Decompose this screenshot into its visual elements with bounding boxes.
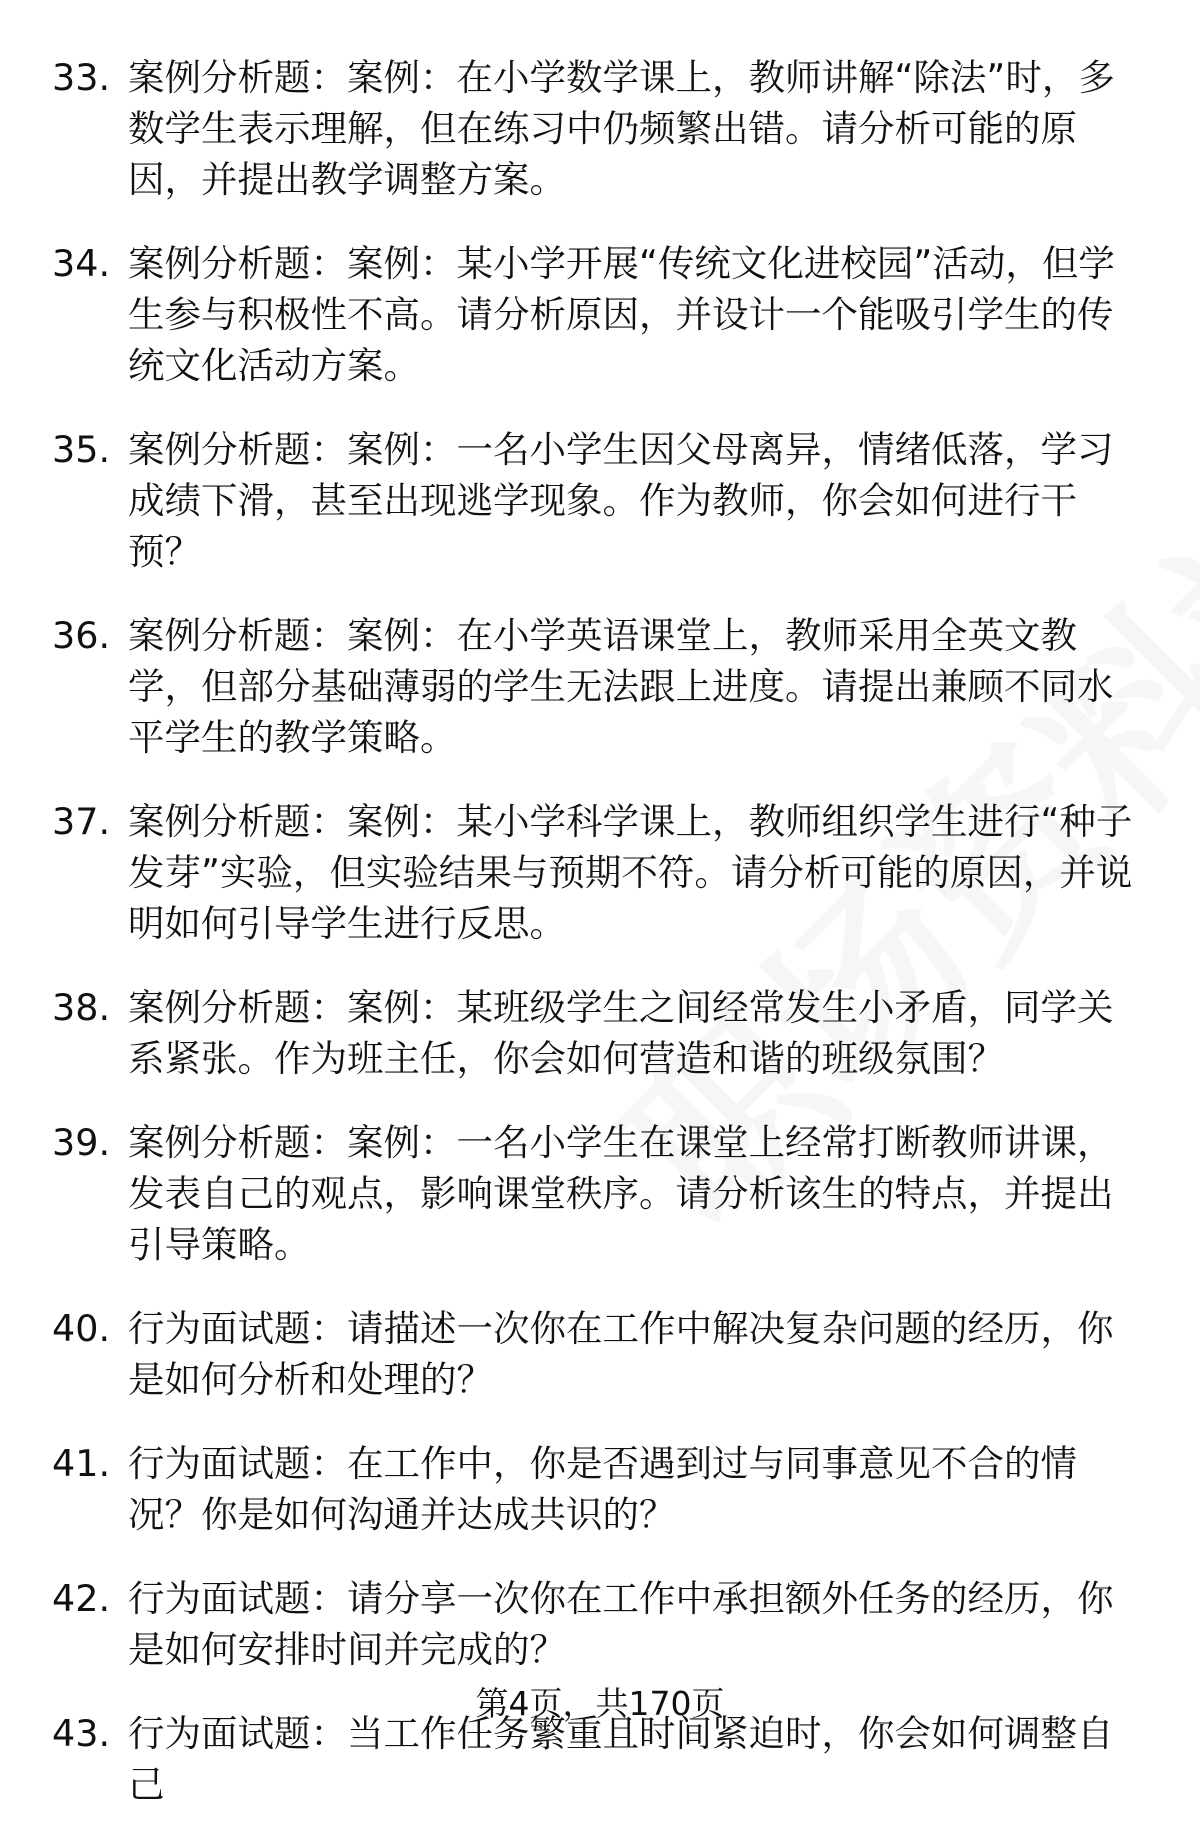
question-item: [0, 1117, 1200, 1270]
question-item: [0, 238, 1200, 391]
question-number: 34.: [52, 242, 111, 285]
question-list: [0, 52, 1200, 1843]
question-text: 案例分析题：案例：在小学英语课堂上，教师采用全英文教学，但部分基础薄弱的学生无法跟上进度。请提出兼顾不同水平学生的教学策略。: [128, 614, 1114, 759]
question-text: 行为面试题：在工作中，你是否遇到过与同事意见不合的情况？你是如何沟通并达成共识的？: [128, 1442, 1077, 1536]
question-number: 35.: [52, 428, 111, 471]
question-item: [0, 52, 1200, 205]
question-number: 40.: [52, 1307, 111, 1350]
question-item: [0, 982, 1200, 1084]
question-text: 案例分析题：案例：某小学开展“传统文化进校园”活动，但学生参与积极性不高。请分析原因，并设计一个能吸引学生的传统文化活动方案。: [128, 242, 1115, 387]
question-number: 41.: [52, 1442, 111, 1485]
question-item: [0, 1438, 1200, 1540]
question-item: [0, 1303, 1200, 1405]
question-text: 行为面试题：请描述一次你在工作中解决复杂问题的经历，你是如何分析和处理的？: [128, 1307, 1114, 1401]
question-number: 38.: [52, 986, 111, 1029]
question-item: [0, 796, 1200, 949]
question-text: 案例分析题：案例：一名小学生因父母离异，情绪低落，学习成绩下滑，甚至出现逃学现象。作为教师，你会如何进行干预？: [128, 428, 1114, 573]
question-text: 行为面试题：当工作任务繁重且时间紧迫时，你会如何调整自己: [128, 1712, 1114, 1806]
question-item: [0, 424, 1200, 577]
question-text: 案例分析题：案例：一名小学生在课堂上经常打断教师讲课，发表自己的观点，影响课堂秩序。请分析该生的特点，并提出引导策略。: [128, 1121, 1114, 1266]
question-item: [0, 1573, 1200, 1675]
question-item: [0, 610, 1200, 763]
question-number: 39.: [52, 1121, 111, 1164]
question-number: 33.: [52, 56, 111, 99]
question-number: 43.: [52, 1712, 111, 1755]
question-text: 案例分析题：案例：在小学数学课上，教师讲解“除法”时，多数学生表示理解，但在练习中仍频繁出错。请分析可能的原因，并提出教学调整方案。: [128, 56, 1115, 201]
question-text: 案例分析题：案例：某小学科学课上，教师组织学生进行“种子发芽”实验，但实验结果与预期不符。请分析可能的原因，并说明如何引导学生进行反思。: [128, 800, 1133, 945]
question-number: 36.: [52, 614, 111, 657]
question-text: 行为面试题：请分享一次你在工作中承担额外任务的经历，你是如何安排时间并完成的？: [128, 1577, 1114, 1671]
question-text: 案例分析题：案例：某班级学生之间经常发生小矛盾，同学关系紧张。作为班主任，你会如何营造和谐的班级氛围？: [128, 986, 1114, 1080]
question-number: 37.: [52, 800, 111, 843]
page-footer: 第4页，共170页: [475, 1684, 725, 1723]
question-number: 42.: [52, 1577, 111, 1620]
